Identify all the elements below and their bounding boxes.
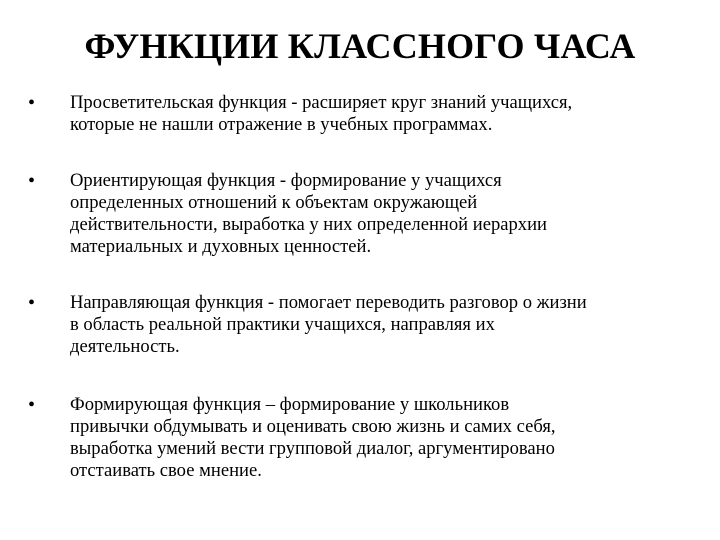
bullet-text: Формирующая функция – формирование у школьников привычки обдумывать и оценивать свою жизнь и самих себя, выработка умений вести групповой диалог, аргументировано отстаивать свое мнение. (70, 394, 556, 481)
bullet-dot-icon: • (28, 92, 36, 114)
bullet-text: Ориентирующая функция - формирование у учащихся определенных отношений к объектам окружающей действительности, выработка у них определенной иерархии материальных и духовных ценностей. (70, 170, 547, 257)
bullet-dot-icon: • (28, 292, 36, 314)
bullet-dot-icon: • (28, 170, 36, 192)
bullet-item-forming (28, 394, 688, 482)
bullet-item-guiding (28, 292, 688, 358)
bullet-item-orienting (28, 170, 688, 258)
bullet-item-enlightening (28, 92, 688, 136)
bullet-text: Направляющая функция - помогает переводить разговор о жизни в область реальной практики учащихся, направляя их деятельность. (70, 292, 587, 357)
bullet-dot-icon: • (28, 394, 36, 416)
slide-title: ФУНКЦИИ КЛАССНОГО ЧАСА (84, 26, 636, 66)
bullet-text: Просветительская функция - расширяет круг знаний учащихся, которые не нашли отражение в учебных программах. (70, 92, 573, 135)
